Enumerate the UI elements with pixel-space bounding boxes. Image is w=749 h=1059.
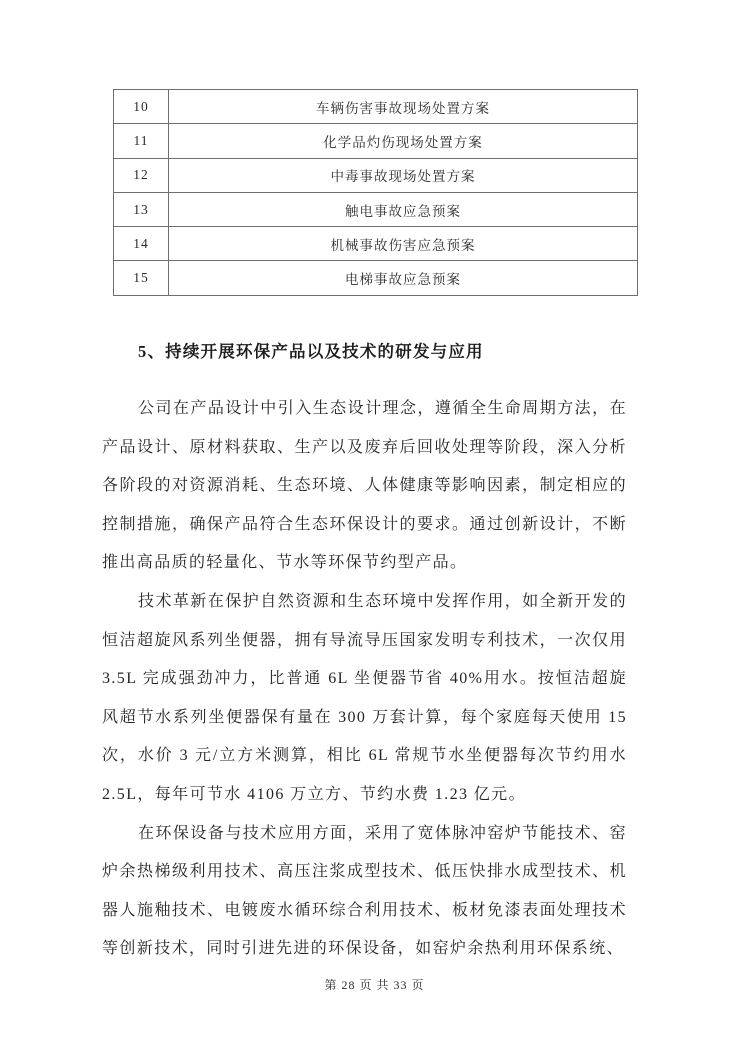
- row-title-cell: 中毒事故现场处置方案: [169, 158, 638, 192]
- emergency-plan-table: [113, 89, 638, 296]
- paragraph-equipment-tech: 在环保设备与技术应用方面，采用了宽体脉冲窑炉节能技术、窑炉余热梯级利用技术、高压注浆成型技术、低压快排水成型技术、机器人施釉技术、电镀废水循环综合利用技术、板材免漆表面处理技术等创新技术，同时引进先进的环保设备，如窑炉余热利用环保系统、: [102, 824, 627, 958]
- section-body: [102, 340, 627, 969]
- section-heading: 5、持续开展环保产品以及技术的研发与应用: [138, 342, 484, 361]
- row-index-cell: 10: [114, 90, 169, 124]
- table-row: [114, 158, 638, 192]
- table-row: [114, 261, 638, 295]
- table-row: [114, 90, 638, 124]
- row-title-cell: 电梯事故应急预案: [169, 261, 638, 295]
- paragraph-eco-design: 公司在产品设计中引入生态设计理念，遵循全生命周期方法，在产品设计、原材料获取、生产以及废弃后回收处理等阶段，深入分析各阶段的对资源消耗、生态环境、人体健康等影响因素，制定相应的控制措施，确保产品符合生态环保设计的要求。通过创新设计，不断推出高品质的轻量化、节水等环保节约型产品。: [102, 400, 627, 572]
- paragraph-water-saving: 技术革新在保护自然资源和生态环境中发挥作用，如全新开发的恒洁超旋风系列坐便器，拥有导流导压国家发明专利技术，一次仅用 3.5L 完成强劲冲力，比普通 6L 坐便器节省 40%用水。按恒洁超旋风超节水系列坐便器保有量在 300 万套计算，每个家庭每天使用 15 次，水价 3 元/立方米测算，相比 6L 常规节水坐便器每次节约用水 2.5L，每年可节水 4106 万立方、节约水费 1.23 亿元。: [102, 592, 627, 803]
- row-index-cell: 14: [114, 227, 169, 261]
- table-row: [114, 227, 638, 261]
- row-title-cell: 触电事故应急预案: [169, 192, 638, 226]
- table-row: [114, 192, 638, 226]
- row-title-cell: 车辆伤害事故现场处置方案: [169, 90, 638, 124]
- row-title-cell: 机械事故伤害应急预案: [169, 227, 638, 261]
- row-title-cell: 化学品灼伤现场处置方案: [169, 124, 638, 158]
- row-index-cell: 13: [114, 192, 169, 226]
- row-index-cell: 12: [114, 158, 169, 192]
- row-index-cell: 11: [114, 124, 169, 158]
- row-index-cell: 15: [114, 261, 169, 295]
- table-row: [114, 124, 638, 158]
- page-number-footer: 第 28 页 共 33 页: [324, 978, 425, 992]
